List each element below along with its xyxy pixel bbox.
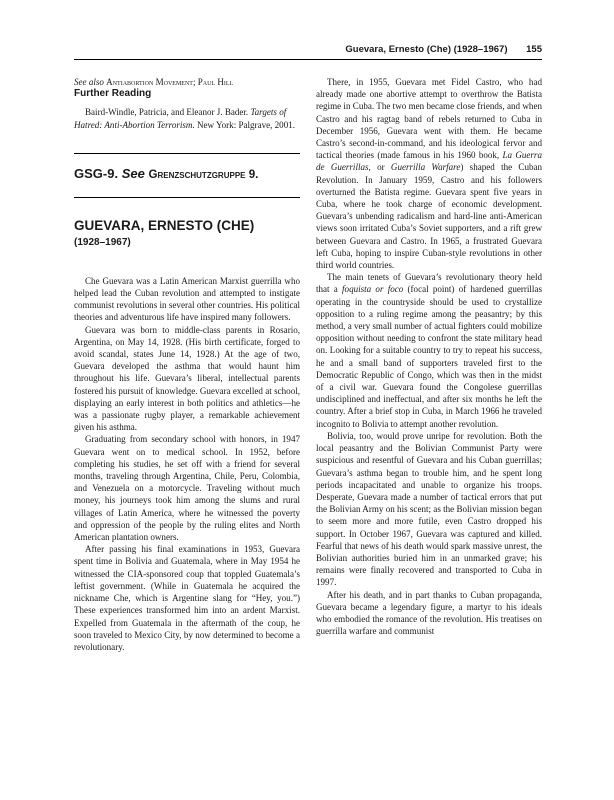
book-title: La Guerra de Guerrillas xyxy=(316,150,542,173)
paragraph: Guevara was born to middle-class parents in Rosario, Argentina, on May 14, 1928. (His birth certificate, forged to avoid scandal, states June 14, 1928.) At the age of two, Guevara developed the asthma that would haunt him throughout his life. Guevara’s liberal, intellectual parents fostered his pursuit of knowledge. Guevara excelled at school, displaying an early interest in both politics and athletics—he was a passionate rugby player, a remarkable achievement given his asthma. xyxy=(74,324,300,433)
text-run: The main tenets of Guevara’s revolutionary theory held that a xyxy=(316,272,542,295)
see-also-items: Antiabortion Movement; Paul Hill xyxy=(106,77,234,87)
page-number: 155 xyxy=(526,44,542,55)
paragraph: Graduating from secondary school with honors, in 1947 Guevara went on to medical school. In 1952, before completing his studies, he set off with a friend for several months, traveling through Argentina, Chile, Peru, Colombia, and Venezuela on a motorcycle. Traveling without much money, his journeys took him among the slums and rural villages of Latin America, where he witnessed the poverty and oppression of the people by the ruling elites and North American plantation owners. xyxy=(74,434,300,543)
text-run: , or xyxy=(368,162,385,173)
paragraph: Bolivia, too, would prove unripe for revolution. Both the local peasantry and the Bolivian Communist Party were suspicious and resentful of Guevara and his Cuban guerrillas; Guevara’s asthma began to trouble him, and he spent long periods incapacitated and unable to organize his troops. Desperate, Guevara made a number of tactical errors that put the Bolivian Army on his scent; as the Bolivian mission began to seem more and more futile, even Castro dropped his support. In October 1967, Guevara was captured and killed. Fearful that news of his death would spark massive unrest, the Bolivian authorities buried him in an unmarked grave; his remains were finally recovered and transported to Cuba in 1997. xyxy=(316,430,542,588)
text-run: ) shaped the Cuban Revolution. In January 1959, Castro and his followers overturned the Batista regime. Guevara spent five years in Cuba, where he took charge of economic development. Guevara’s unbending radicalism and hard-line anti-American views soon irritated Cuba’s Soviet supporters, and a rift grew between Guevara and Castro. In 1965, a frustrated Guevara left Cuba, hoping to inspire Cuban-style revolutions in other third world countries. xyxy=(316,162,543,271)
running-header xyxy=(74,44,542,58)
gsg-target: Grenzschutzgruppe 9. xyxy=(148,167,259,181)
citation xyxy=(74,106,300,130)
see-also-label: See also xyxy=(74,77,104,87)
paragraph: After his death, and in part thanks to Cuban propaganda, Guevara became a legendary figure, a martyr to his ideals who embodied the romance of the revolution. His treatises on guerrilla warfare and communist xyxy=(316,589,542,637)
entry-dates: (1928–1967) xyxy=(74,236,131,248)
book-title: Guerrilla Warfare xyxy=(390,162,461,173)
entry-title: GUEVARA, ERNESTO (CHE) xyxy=(74,217,255,233)
gsg-label: GSG-9. xyxy=(74,165,119,181)
text-run: There, in 1955, Guevara met Fidel Castro, who had already made one abortive attempt to overthrow the Batista regime in Cuba. The two men became close friends, and when Castro and his ragtag band of rebels returned to Cuba in December 1956, Guevara went with them. He became Castro’s second-in-command, and his ideological fervor and tactical theories (made famous in his 1960 book, xyxy=(316,77,542,161)
gsg-see: See xyxy=(121,165,145,181)
gsg-cross-reference xyxy=(74,166,300,183)
section-divider-2 xyxy=(74,197,300,198)
left-column xyxy=(74,76,300,653)
paragraph: Che Guevara was a Latin American Marxist guerrilla who helped lead the Cuban revolution and attempted to instigate communist revolutions in several other countries. His political theories and adventurous life have inspired many followers. xyxy=(74,275,300,323)
text-run: (focal point) of hardened guerrillas operating in the countryside should be used to crystallize opposition to a ruling regime among the peasantry; by this method, a very small number of actual fighters could mobilize opposition without needing to confront the state military head on. Looking for a suitable country to try to repeat his success, he and a small band of supporters traveled first to the Democratic Republic of Congo, which was then in the midst of a civil war. Guevara found the Congolese guerrillas undisciplined and ineffectual, and after six months he left the country. After a brief stop in Cuba, in March 1966 he traveled incognito to Bolivia to attempt another revolution. xyxy=(316,284,542,429)
foco-term: foquista or foco xyxy=(342,284,404,295)
paragraph xyxy=(316,271,542,430)
paragraph: After passing his final examinations in 1953, Guevara spent time in Bolivia and Guatemala, where in May 1954 he witnessed the CIA-sponsored coup that toppled Guatemala’s leftist government. (While in Guatemala he acquired the nickname Che, which is Argentine slang for “Hey, you.”) These experiences transformed him into an ardent Marxist. Expelled from Guatemala in the aftermath of the coup, he soon traveled to Mexico City, by now determined to become a revolutionary. xyxy=(74,544,300,652)
paragraph xyxy=(316,76,542,271)
citation-publisher: New York: Palgrave, 2001. xyxy=(197,119,296,130)
section-divider xyxy=(74,153,300,154)
header-rule xyxy=(74,59,542,60)
running-title: Guevara, Ernesto (Che) (1928–1967) xyxy=(345,44,508,55)
citation-authors: Baird-Windle, Patricia, and Eleanor J. Bader. xyxy=(85,107,249,118)
right-column xyxy=(316,76,542,637)
see-also xyxy=(74,76,300,88)
citation-title: Targets of Hatred: Anti-Abortion Terrorism. xyxy=(74,107,287,130)
further-reading-heading: Further Reading xyxy=(74,88,152,100)
